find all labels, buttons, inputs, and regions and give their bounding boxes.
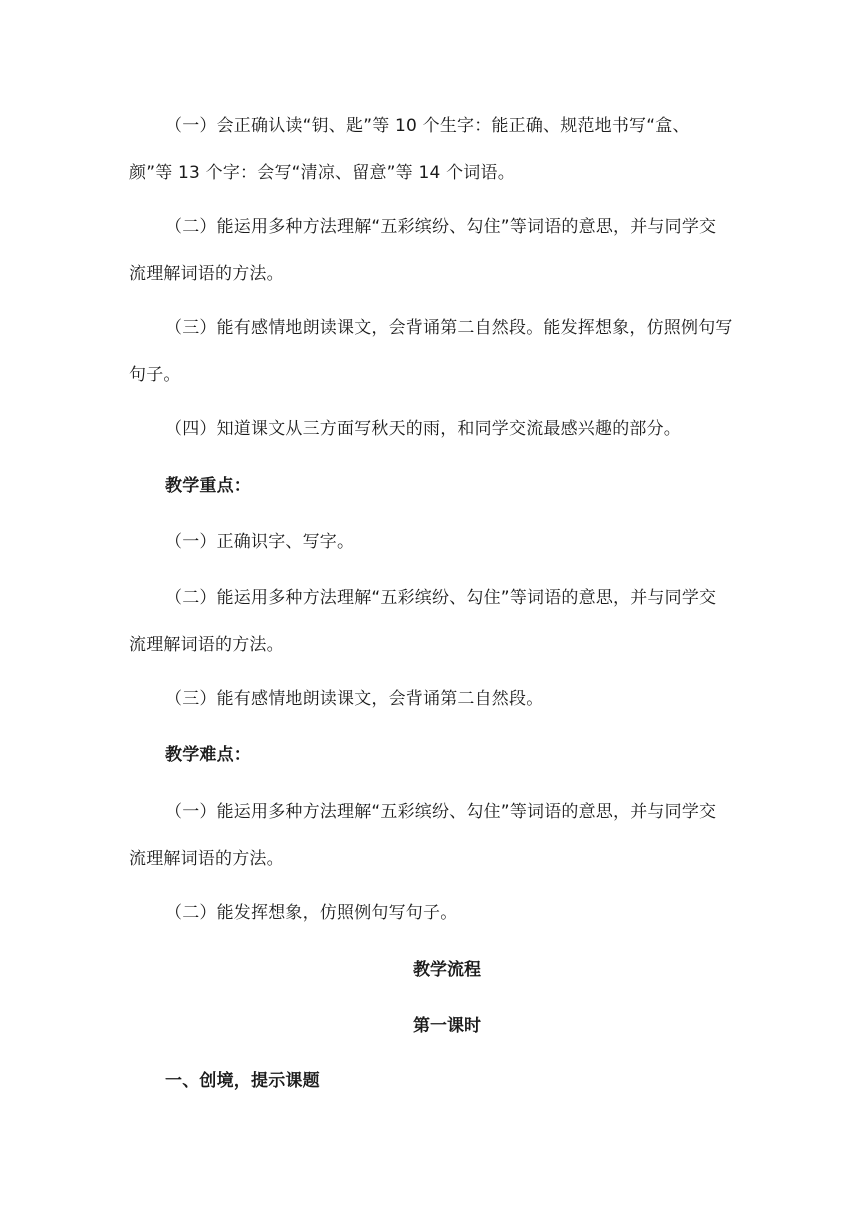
objective-1: （一）会正确认读“钥、匙”等 10 个生字：能正确、规范地书写“盒、颜”等 13 个字：会写“清凉、留意”等 14 个词语。 — [129, 116, 690, 183]
objective-2: （二）能运用多种方法理解“五彩缤纷、勾住”等词语的意思，并与同学交流理解词语的方法。 — [129, 217, 717, 284]
objective-3: （三）能有感情地朗读课文，会背诵第二自然段。能发挥想象，仿照例句写句子。 — [129, 318, 733, 385]
process-title: 教学流程 — [413, 960, 481, 980]
lesson-title: 第一课时 — [413, 1016, 481, 1036]
key-points-heading: 教学重点： — [165, 476, 251, 496]
key-point-1: （一）正确识字、写字。 — [165, 532, 355, 552]
step-1-heading: 一、创境，提示课题 — [165, 1071, 320, 1091]
objective-4: （四）知道课文从三方面写秋天的雨，和同学交流最感兴趣的部分。 — [165, 419, 681, 439]
key-point-3: （三）能有感情地朗读课文，会背诵第二自然段。 — [165, 689, 544, 709]
difficulties-heading: 教学难点： — [165, 745, 251, 765]
difficulty-1: （一）能运用多种方法理解“五彩缤纷、勾住”等词语的意思，并与同学交流理解词语的方法。 — [129, 802, 717, 869]
difficulty-2: （二）能发挥想象，仿照例句写句子。 — [165, 903, 458, 923]
key-point-2: （二）能运用多种方法理解“五彩缤纷、勾住”等词语的意思，并与同学交流理解词语的方法。 — [129, 588, 717, 655]
